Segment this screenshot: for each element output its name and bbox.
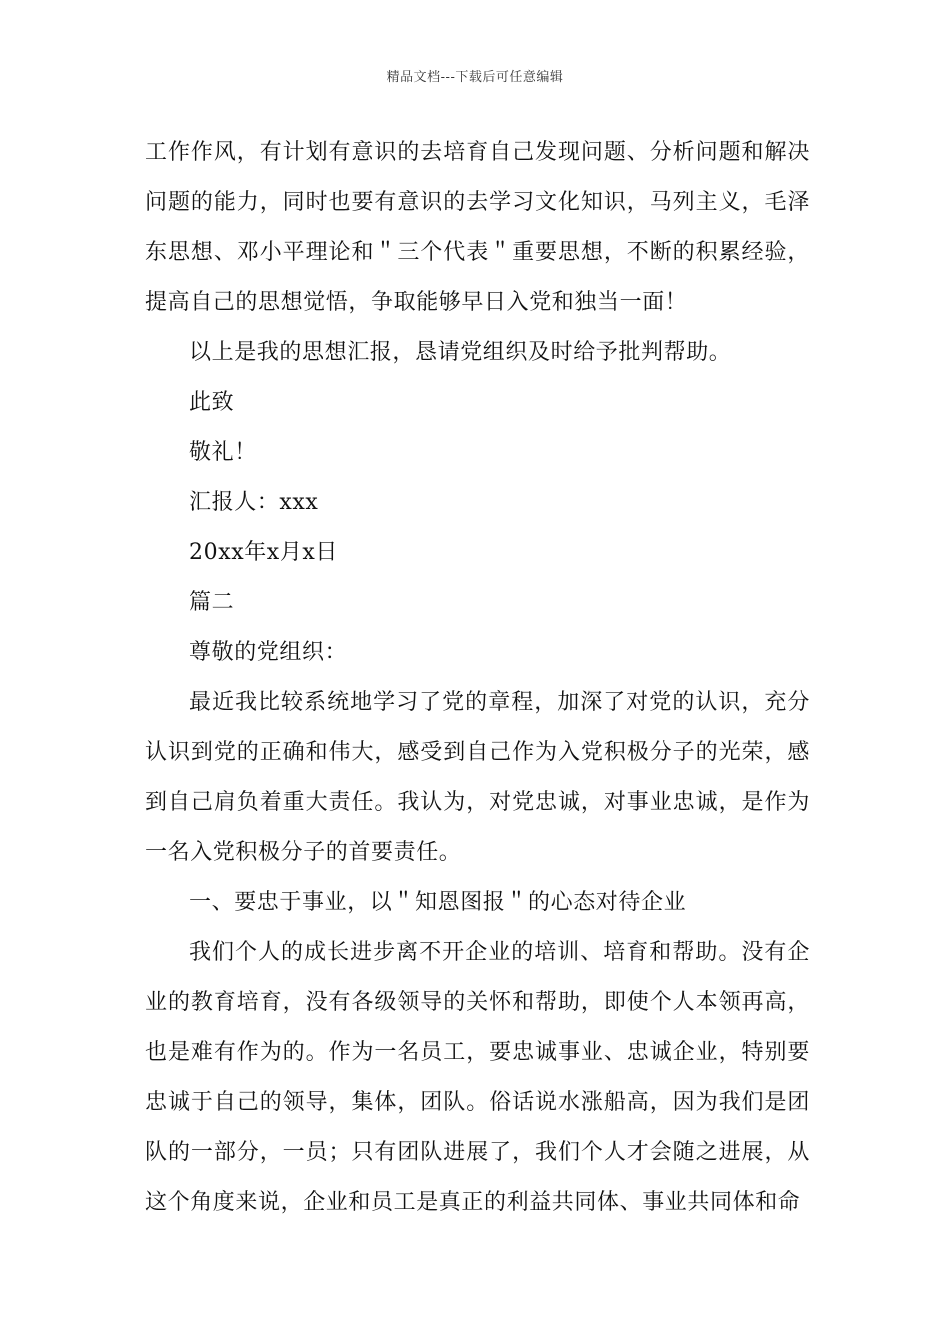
page-header: 精品文档---下载后可任意编辑 — [386, 70, 564, 85]
salutation-cizhi: 此致 — [189, 390, 235, 415]
date-line: 20xx年x月x日 — [189, 540, 339, 565]
greeting-line: 尊敬的党组织： — [189, 640, 348, 665]
paragraph-growth: 我们个人的成长进步离不开企业的培训、培育和帮助。没有企业的教育培育，没有各级领导的关怀和帮助，即使个人本领再高，也是难有作为的。作为一名员工，要忠诚事业、忠诚企业，特别要忠诚于自己的领导，集体，团队。俗话说水涨船高，因为我们是团队的一部分，一员；只有团队进展了，我们个人才会随之进展，从这个角度来说，企业和员工是真正的利益共同体、事业共同体和命 — [145, 940, 810, 1215]
subheading-one: 一、要忠于事业，以＂知恩图报＂的心态对待企业 — [189, 890, 687, 915]
salutation-jingli: 敬礼！ — [189, 440, 257, 465]
paragraph-continuation: 工作作风，有计划有意识的去培育自己发现问题、分析问题和解决问题的能力，同时也要有意识的去学习文化知识，马列主义，毛泽东思想、邓小平理论和＂三个代表＂重要思想，不断的积累经验，提高自己的思想觉悟，争取能够早日入党和独当一面！ — [145, 140, 810, 315]
reporter-line: 汇报人：xxx — [189, 490, 319, 515]
section-title: 篇二 — [189, 590, 235, 615]
paragraph-intro: 最近我比较系统地学习了党的章程，加深了对党的认识，充分认识到党的正确和伟大，感受到自己作为入党积极分子的光荣，感到自己肩负着重大责任。我认为，对党忠诚，对事业忠诚，是作为一名入党积极分子的首要责任。 — [145, 690, 810, 865]
document-body — [145, 128, 810, 1228]
paragraph-closing-request: 以上是我的思想汇报，恳请党组织及时给予批判帮助。 — [189, 340, 732, 365]
